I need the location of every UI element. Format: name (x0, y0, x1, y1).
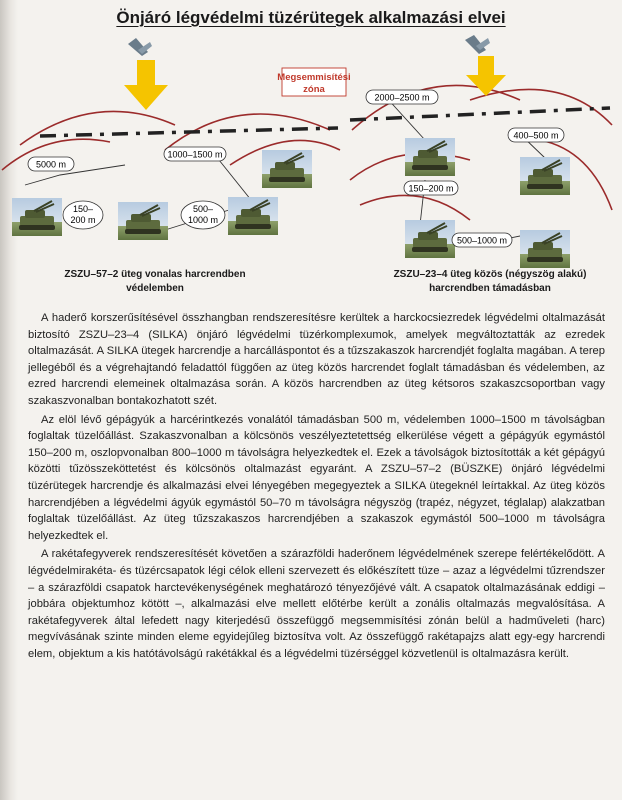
right-label-2000-2500 (366, 90, 438, 104)
destruction-zone-label (277, 68, 350, 96)
right-tank-1-icon (405, 138, 455, 176)
left-label-1000-1500 (164, 147, 226, 161)
left-label-5000 (28, 157, 74, 171)
paragraph-3: A rakétafegyverek rendszeresítését követően a szárazföldi haderőnem légvédelmének szerepe felértékelődött. A légvédelmirakéta- és tüzércsapatok légi célok elleni szervezett és előkészített tüze – azaz a légvédelmi tűzrendszer – a szárazföldi csapatok harctevékenységének meghatározó tényezőjévé vált. A csapatok oltalmazásának eddigi – jobbára objektumhoz kötött –, alkalmazási elve mellett előtérbe került a zonális oltalmazás megvalósítása. A rakétafegyverek által lefedett nagy kiterjedésű összefüggő megsemmisítési zónán belül a hadműveleti (harc) megvívásának szinte minden eleme egyidejűleg biztosítva volt. Az összefüggő rakétapajzs alatt egy-egy harcrendi elem, objektum a kis hatótávolságú rakétákkal és a légvédelmi tüzérséggel közvetlenül is oltalmazásra került. (28, 548, 605, 660)
svg-text:1000–1500 m: 1000–1500 m (167, 149, 223, 160)
right-label-150-200 (404, 181, 458, 195)
svg-text:500–1000 m: 500–1000 m (456, 235, 508, 246)
svg-text:zóna: zóna (303, 84, 325, 95)
paragraph-1: A haderő korszerűsítésével összhangban rendszeresítésre kerültek a harckocsiezredek légvédelmi oltalmazását biztosító ZSZU–23–4 (SILKA) önjáró légvédelmi tüzérkomplexumok, amelyek megváltoztatták az ezredek oltalmazását. A SILKA ütegek harcrendje a harcálláspontot és a tűzszakaszok harcrendjét foglalta magában. A terep jellegéből és a végrehajtandó feladattól függően az üteg közös harcrendet foglalt támadásban és védelemben, az ezred harcrendi elemeinek oltalmazása során. A közös harcrendben az üteg kétsoros szakaszcsoportban vagy szakaszvonalban bontakozhatott szét. (28, 312, 605, 407)
left-tank-1-icon (12, 198, 62, 236)
article-body (28, 310, 605, 664)
svg-text:500–: 500– (192, 204, 214, 214)
svg-text:150–200 m: 150–200 m (408, 183, 454, 194)
battery-formation-diagram (0, 30, 622, 298)
right-aircraft-icon (465, 35, 490, 54)
right-tank-4-icon (520, 230, 570, 268)
page-title: Önjáró légvédelmi tüzérütegek alkalmazási elvei (116, 8, 506, 27)
svg-text:2000–2500 m: 2000–2500 m (374, 92, 430, 103)
left-label-500-1000 (181, 201, 225, 229)
right-formation (350, 35, 612, 268)
svg-text:Megsemmisítési: Megsemmisítési (277, 72, 351, 83)
left-tank-2-icon (118, 202, 168, 240)
left-attack-arrow-icon (124, 60, 168, 110)
svg-text:1000 m: 1000 m (187, 215, 219, 225)
left-tank-3-icon (228, 197, 278, 235)
svg-text:400–500 m: 400–500 m (513, 130, 559, 141)
paragraph-2: Az elöl lévő gépágyúk a harcérintkezés vonalától támadásban 500 m, védelemben 1000–1500 m távolságban foglaltak tüzelőállást. Szakaszvonalban a kölcsönös veszélyeztetettség elkerülése végett a gépágyúk egymástól 150–200 m, oszlopvonalban 800–1000 m távolságra helyezkedtek el. Ezek a távolságok biztosították a két gépágyú közötti tűzösszeköttetést és kölcsönös oltalmazást egyaránt. A ZSZU–57–2 (BÜSZKE) önjáró légvédelmi tüzérütegek harcrendje és alkalmazási elvei lényegében megegyeztek a SILKA ütegeknél leírtakkal. Az üteg közös harcrendjében a légvédelmi ágyúk egymástól 50–70 m távolságra négyszög (trapéz, négyzet, téglalap) alakzatban foglaltak tüzelőállást. Az üteg tűzszakaszos harcrendjében a szakaszok egymástól 500–1000 m távolságra helyezkedtek el. (28, 413, 605, 542)
left-aircraft-icon (128, 38, 152, 56)
right-label-500-1000 (452, 233, 512, 247)
right-label-400-500 (508, 128, 564, 142)
right-front-line (350, 108, 610, 120)
right-attack-arrow-icon (466, 56, 506, 96)
right-diagram-caption: ZSZU–23–4 üteg közös (négyszög alakú) harcrendben támadásban (393, 269, 587, 294)
right-tank-2-icon (520, 157, 570, 195)
svg-text:5000 m: 5000 m (35, 159, 67, 170)
svg-text:200 m: 200 m (70, 215, 96, 225)
svg-text:150–: 150– (72, 204, 94, 214)
left-front-line (40, 128, 338, 136)
left-diagram-caption: ZSZU–57–2 üteg vonalas harcrendben védelemben (64, 269, 246, 294)
right-tank-3-icon (405, 220, 455, 258)
left-tank-4-icon (262, 150, 312, 188)
left-label-150-200 (63, 201, 103, 229)
